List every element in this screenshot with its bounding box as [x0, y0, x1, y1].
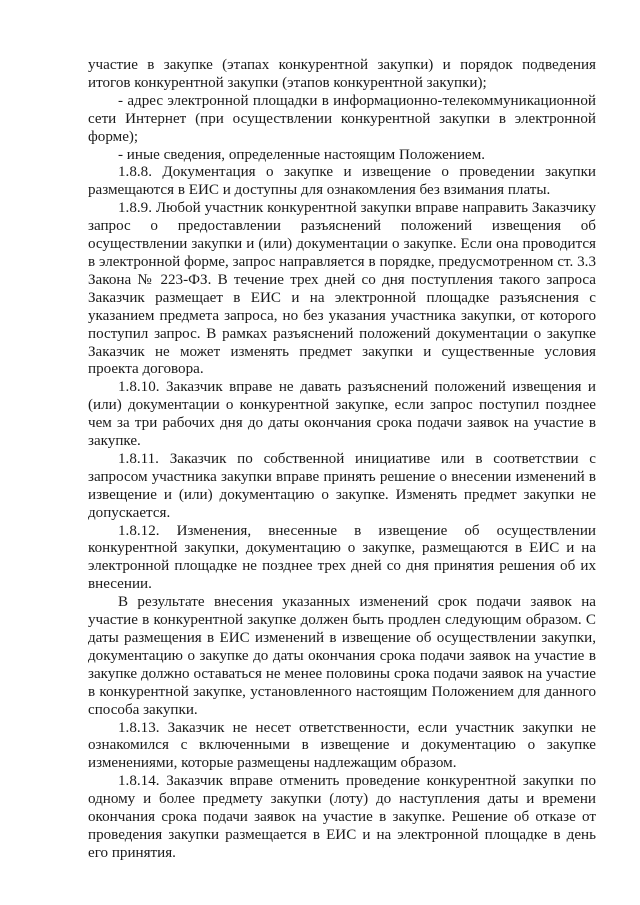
- paragraph-1-8-8: 1.8.8. Документация о закупке и извещение о проведении закупки размещаются в ЕИС и доступны для ознакомления без взимания платы.: [88, 164, 596, 199]
- document-body: [88, 57, 596, 863]
- paragraph-other-info: - иные сведения, определенные настоящим Положением.: [118, 146, 486, 163]
- paragraph-1-8-11: 1.8.11. Заказчик по собственной инициативе или в соответствии с запросом участника закупки вправе принять решение о внесении изменений в извещение и (или) документацию о закупке. Изменять предмет закупки не допускается.: [88, 450, 596, 521]
- paragraph-1-8-9: 1.8.9. Любой участник конкурентной закупки вправе направить Заказчику запрос о предоставлении разъяснений положений извещения об осуществлении закупки и (или) документации о закупке. Если она проводится в электронной форме, запрос направляется в порядке, предусмотренном ст. 3.3 Закона № 223-ФЗ. В течение трех дней со дня поступления такого запроса Заказчик размещает в ЕИС и на электронной площадке разъяснения с указанием предмета запроса, но без указания участника закупки, от которого поступил запрос. В рамках разъяснений положений документации о закупке Заказчик не может изменять предмет закупки и существенные условия проекта договора.: [88, 200, 596, 378]
- paragraph-continuation: участие в закупке (этапах конкурентной закупки) и порядок подведения итогов конкурентной закупки (этапов конкурентной закупки);: [88, 57, 596, 91]
- paragraph-platform-address: - адрес электронной площадки в информационно-телекоммуникационной сети Интернет (при осуществлении конкурентной закупки в электронной форме);: [88, 92, 596, 145]
- paragraph-1-8-13: 1.8.13. Заказчик не несет ответственности, если участник закупки не ознакомился с включенными в извещение и документацию о закупке изменениями, которые размещены надлежащим образом.: [88, 719, 596, 772]
- paragraph-1-8-12: 1.8.12. Изменения, внесенные в извещение об осуществлении конкурентной закупки, документацию о закупке, размещаются в ЕИС и на электронной площадке не позднее трех дней со дня принятия решения об их внесении.: [88, 522, 596, 593]
- paragraph-1-8-14: 1.8.14. Заказчик вправе отменить проведение конкурентной закупки по одному и более предмету закупки (лоту) до наступления даты и времени окончания срока подачи заявок на участие в закупке. Решение об отказе от проведения закупки размещается в ЕИС и на электронной площадке в день его принятия.: [88, 773, 596, 861]
- paragraph-deadline-extension: В результате внесения указанных изменений срок подачи заявок на участие в конкурентной закупке должен быть продлен следующим образом. С даты размещения в ЕИС изменений в извещение об осуществлении закупки, документацию о закупке до даты окончания срока подачи заявок на участие в закупке должно оставаться не менее половины срока подачи заявок на участие в конкурентной закупке, установленного настоящим Положением для данного способа закупки.: [88, 594, 596, 718]
- paragraph-1-8-10: 1.8.10. Заказчик вправе не давать разъяснений положений извещения и (или) документации о конкурентной закупке, если запрос поступил позднее чем за три рабочих дня до даты окончания срока подачи заявок на участие в закупке.: [88, 379, 596, 450]
